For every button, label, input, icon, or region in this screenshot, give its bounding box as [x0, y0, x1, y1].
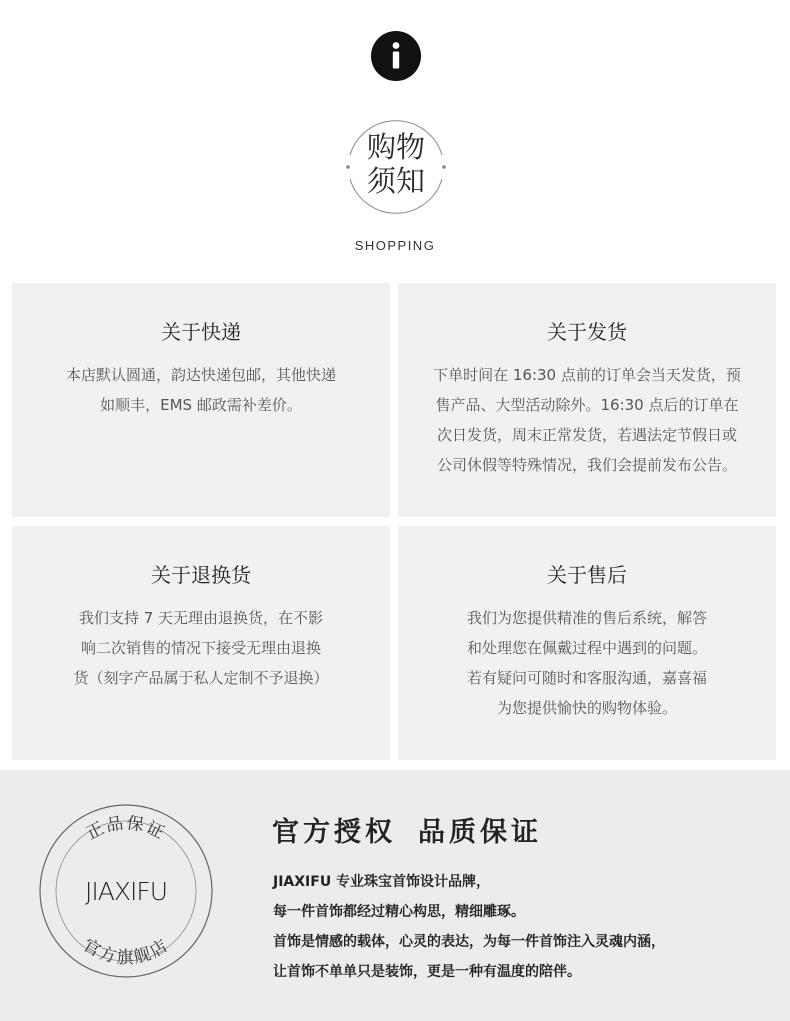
card-text-line: 货（刻字产品属于私人定制不予退换）	[73, 669, 329, 687]
card-text-line: 次日发货，周末正常发货，若遇法定节假日或	[436, 426, 737, 444]
card-text-line: 下单时间在 16:30 点前的订单会当天发货，预	[433, 366, 741, 384]
banner-line: 让首饰不单单只是装饰，更是一种有温度的陪伴。	[273, 964, 581, 980]
card-text-line: 和处理您在佩戴过程中遇到的问题。	[466, 639, 707, 657]
banner-title-authorized: 官方授权	[272, 817, 396, 848]
card-text	[12, 603, 390, 693]
banner-line: JIAXIFU 专业珠宝首饰设计品牌，	[273, 874, 491, 890]
info-icon	[371, 31, 421, 81]
card-text	[398, 603, 776, 723]
card-returns	[12, 526, 390, 760]
seal-bottom-text: 官方旗舰店	[79, 935, 173, 968]
banner-title-quality: 品质保证	[418, 817, 542, 848]
card-title: 关于快递	[161, 320, 241, 344]
card-text-line: 售产品、大型活动除外。16:30 点后的订单在	[435, 396, 739, 414]
svg-text:官方旗舰店	[79, 935, 173, 968]
seal-brand-text: JIAXIFU	[84, 877, 168, 906]
banner-title	[272, 810, 542, 849]
shopping-notice-header	[0, 0, 790, 280]
page-subtitle: SHOPPING	[354, 238, 436, 253]
svg-text:正品保证	[83, 813, 168, 844]
card-text	[398, 360, 776, 480]
brand-guarantee-banner	[0, 770, 790, 1021]
page-title	[338, 130, 454, 198]
card-title: 关于发货	[547, 320, 627, 344]
seal-top-text: 正品保证	[83, 813, 169, 845]
card-text-line: 为您提供愉快的购物体验。	[496, 699, 677, 717]
card-text-line: 公司休假等特殊情况，我们会提前发布公告。	[436, 456, 737, 474]
banner-line: 首饰是情感的载体，心灵的表达，为每一件首饰注入灵魂内涵，	[273, 934, 665, 950]
card-shipping-express	[12, 283, 390, 517]
title-line-2: 须知	[366, 164, 425, 198]
card-text-line: 若有疑问可随时和客服沟通，嘉喜福	[466, 669, 707, 687]
card-title: 关于退换货	[151, 563, 251, 587]
official-store-seal	[36, 801, 216, 981]
card-text-line: 如顺丰，EMS 邮政需补差价。	[100, 396, 302, 414]
card-text-line: 我们支持 7 天无理由退换货，在不影	[78, 609, 324, 627]
card-title: 关于售后	[547, 563, 627, 587]
banner-description	[273, 867, 665, 987]
card-text-line: 响二次销售的情况下接受无理由退换	[80, 639, 321, 657]
card-text-line: 我们为您提供精准的售后系统，解答	[466, 609, 707, 627]
banner-line: 每一件首饰都经过精心构思，精细雕琢。	[273, 904, 525, 920]
title-line-1: 购物	[366, 130, 425, 164]
card-after-sales	[398, 526, 776, 760]
card-delivery	[398, 283, 776, 517]
card-text-line: 本店默认圆通，韵达快递包邮，其他快递	[65, 366, 336, 384]
card-text	[12, 360, 390, 420]
